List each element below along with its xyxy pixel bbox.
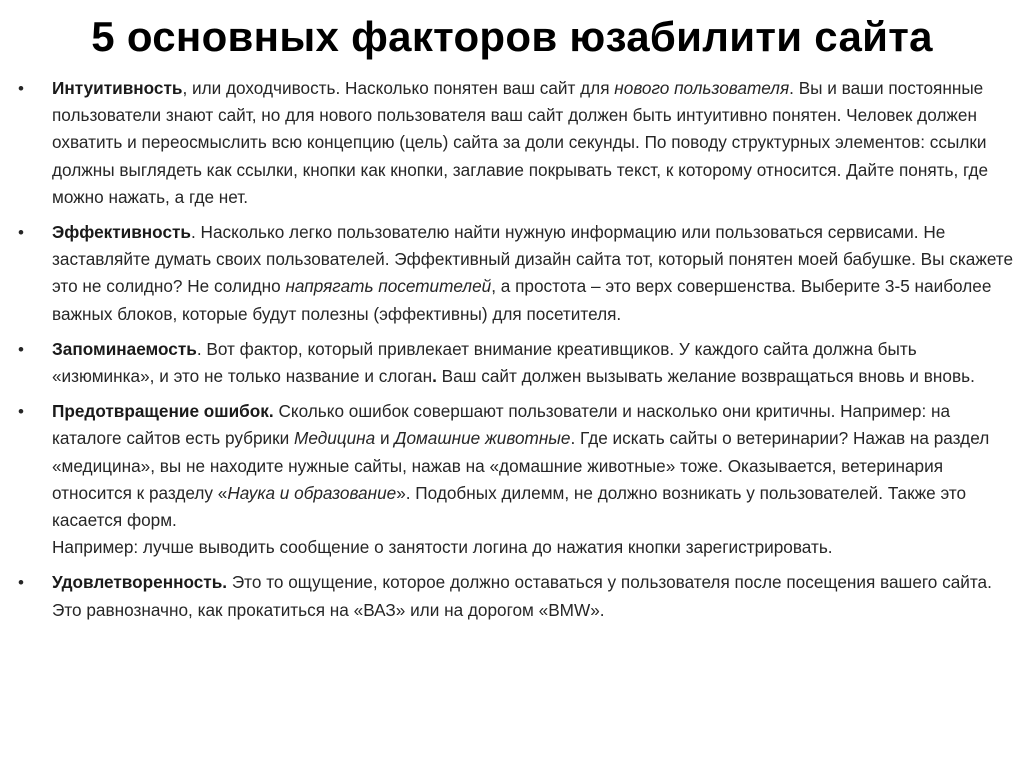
slide-title: 5 основных факторов юзабилити сайта <box>91 13 933 60</box>
bold-term: Предотвращение ошибок. <box>52 401 274 422</box>
text-run: , или доходчивость. Насколько понятен ваш сайт для <box>182 78 615 98</box>
text-run: и <box>375 428 395 449</box>
bullet-text <box>52 401 989 557</box>
text-run: . Насколько легко пользователю найти нужную информацию или пользоваться сервисами. Не заставляйте думать своих пользователей. Эффективный дизайн сайта тот, который понятен моей бабушке. Вы скажете это не солидно? Не солидно <box>52 222 1014 297</box>
bold-term: . <box>432 366 437 387</box>
bullet-dot-icon: • <box>18 223 24 243</box>
bold-term: Интуитивность <box>52 78 183 98</box>
bullet-item <box>18 219 1014 328</box>
text-run: . Где искать сайты о ветеринарии? Нажав на раздел «медицина», вы не находите нужные сайты, нажав на «домашние животные» тоже. Оказывается, ветеринария относится к разделу « <box>52 428 990 503</box>
bullet-text <box>52 222 1013 324</box>
bold-term: Запоминаемость <box>52 338 197 359</box>
italic-phrase: Наука и образование <box>227 482 397 503</box>
bullet-dot-icon: • <box>18 79 24 98</box>
text-run: , а простота – это верх совершенства. Выберите 3-5 наиболее важных блоков, которые будут полезны (эффективны) для посетителя. <box>52 276 992 324</box>
text-run: Ваш сайт должен вызывать желание возвращаться вновь и вновь. <box>436 366 975 387</box>
bullet-dot-icon: • <box>18 573 24 593</box>
bullet-dot-icon: • <box>18 402 24 422</box>
bullet-text <box>52 339 975 386</box>
italic-phrase: Домашние животные <box>394 428 571 449</box>
italic-phrase: Медицина <box>294 428 376 449</box>
bold-term: Удовлетворенность. <box>52 572 228 593</box>
bullet-item <box>18 398 1014 561</box>
text-run: . Вы и ваши постоянные пользователи знают сайт, но для нового пользователя ваш сайт должен быть интуитивно понятен. Человек должен охватить и переосмыслить всю концепцию (цель) сайта за доли секунды. По поводу структурных элементов: ссылки должны выглядеть как ссылки, кнопки как кнопки, заглавие покрывать текст, к которому относится. Дайте понять, где можно нажать, а где нет. <box>52 78 989 207</box>
bullet-list <box>18 75 1014 632</box>
bullet-item <box>18 336 1014 390</box>
italic-phrase: напрягать посетителей <box>285 276 492 297</box>
bullet-text <box>52 572 992 619</box>
bold-term: Эффективность <box>52 222 191 243</box>
text-run: ». Подобных дилемм, не должно возникать у пользователей. Также это касается форм. <box>52 482 967 531</box>
text-run: Это то ощущение, которое должно оставаться у пользователя после посещения вашего сайта. Это равнозначно, как прокатиться на «ВАЗ» или на дорогом «BMW». <box>52 572 992 620</box>
text-run: Сколько ошибок совершают пользователи и насколько они критичны. Например: на каталоге сайтов есть рубрики <box>52 401 951 449</box>
bullet-item <box>18 569 1014 623</box>
bullet-dot-icon: • <box>18 339 24 359</box>
bullet-text <box>52 78 988 207</box>
text-run: Например: лучше выводить сообщение о занятости логина до нажатия кнопки зарегистрировать. <box>52 537 833 558</box>
italic-phrase: нового пользователя <box>614 78 790 98</box>
text-run: . Вот фактор, который привлекает внимание креативщиков. У каждого сайта должна быть «изюминка», и это не только название и слоган <box>52 338 917 387</box>
bullet-item <box>18 75 1014 211</box>
